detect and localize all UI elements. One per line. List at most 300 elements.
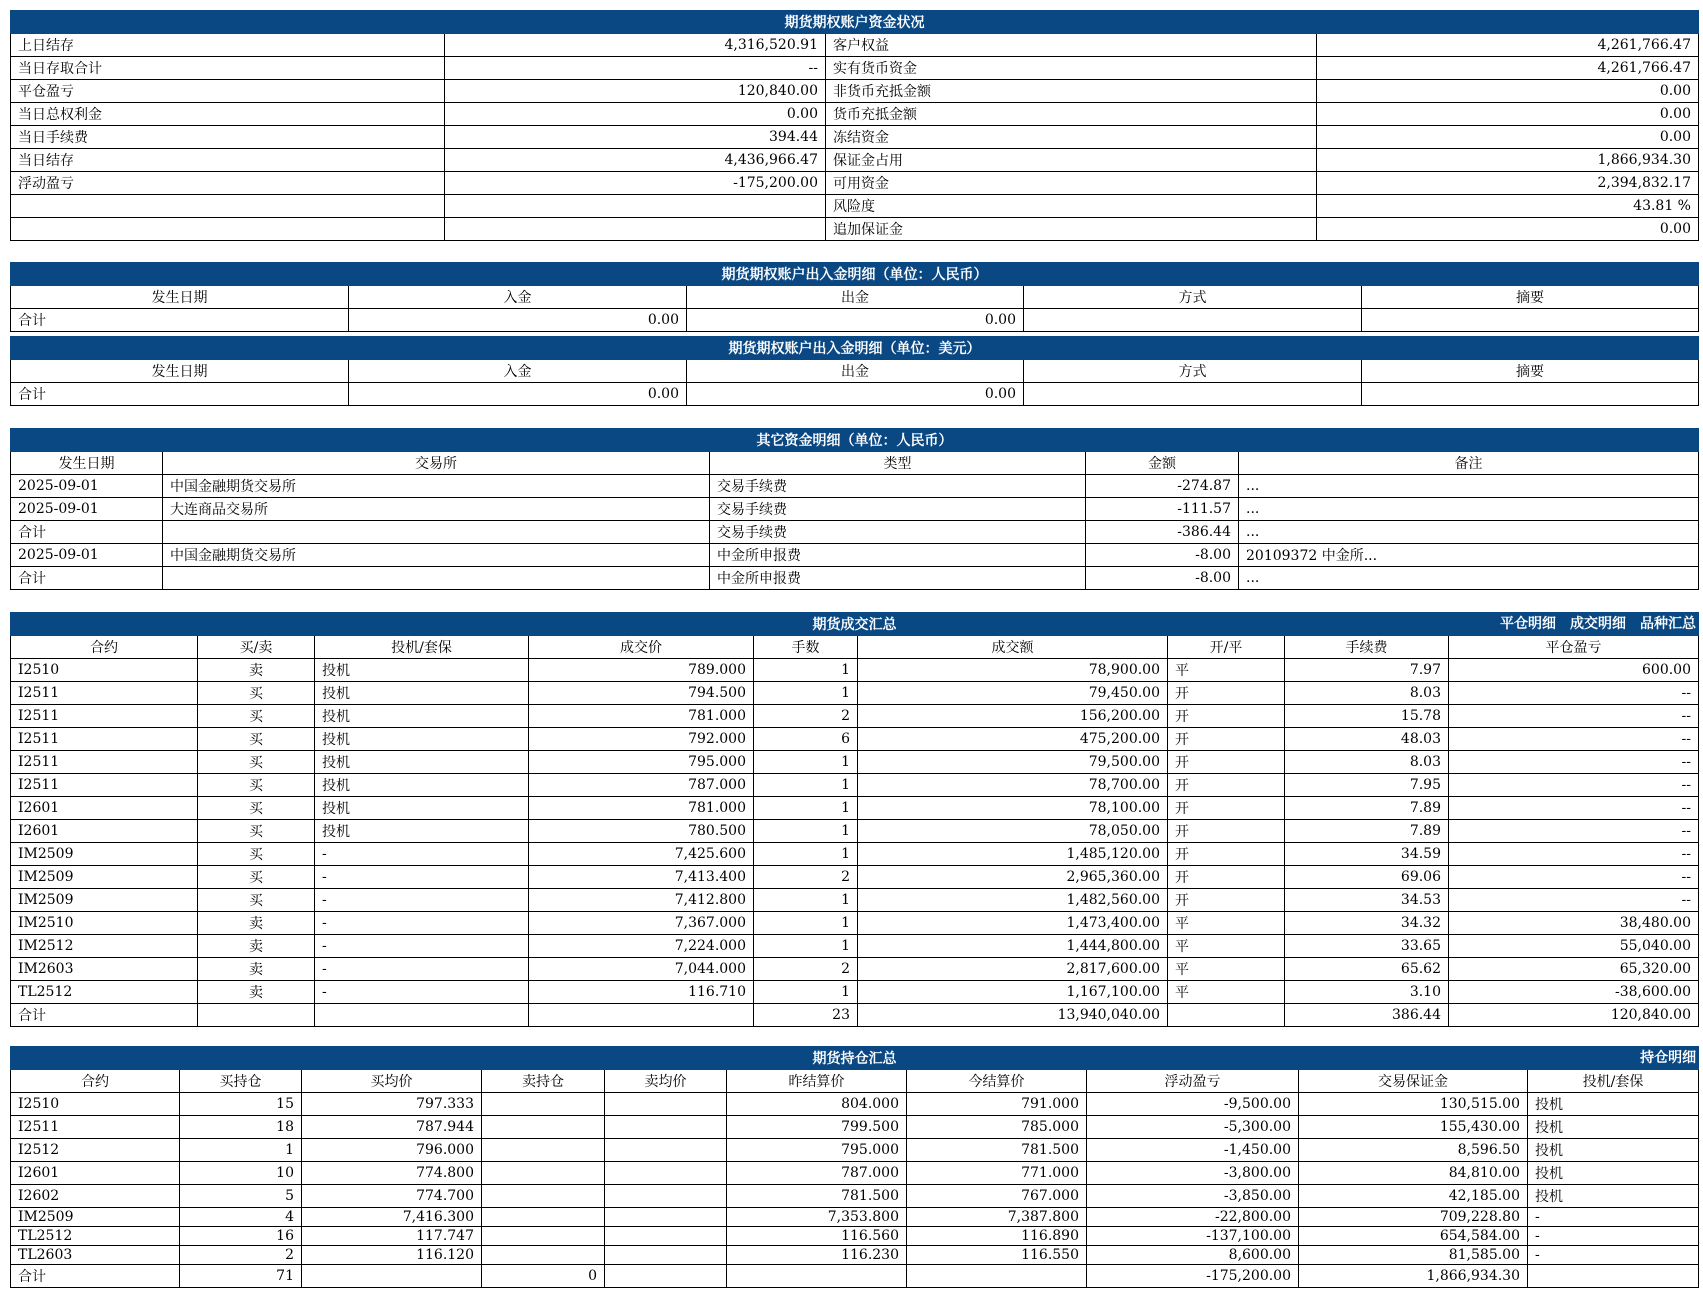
position-cell: [482, 1093, 605, 1116]
position-cell: I2510: [11, 1093, 180, 1116]
trade-cell: --: [1449, 728, 1699, 751]
trade-cell: 卖: [198, 912, 315, 935]
trade-cell: -: [315, 981, 529, 1004]
position-cell: [605, 1208, 727, 1227]
position-total-cell: [605, 1265, 727, 1288]
position-summary-title: 期货持仓汇总: [812, 1051, 897, 1067]
trade-cell: 794.500: [529, 682, 754, 705]
trade-cell: 开: [1168, 728, 1285, 751]
trade-cell: IM2509: [11, 843, 198, 866]
trade-cell: 6: [754, 728, 858, 751]
trade-row: [11, 912, 1699, 935]
trade-cell: 65,320.00: [1449, 958, 1699, 981]
position-cell: 81,585.00: [1299, 1246, 1528, 1265]
other-funds-cell: -8.00: [1086, 544, 1239, 567]
position-row: [11, 1116, 1699, 1139]
trade-cell: 792.000: [529, 728, 754, 751]
trade-cell: 1: [754, 843, 858, 866]
other-funds-cell: ...: [1239, 521, 1699, 544]
account-cell: [445, 218, 826, 241]
position-cell: 116.230: [727, 1246, 907, 1265]
trade-row: [11, 889, 1699, 912]
nav-link[interactable]: 成交明细: [1570, 616, 1626, 632]
trade-cell: -: [315, 843, 529, 866]
position-summary-section: [10, 1046, 1698, 1288]
other-funds-cell: 中国金融期货交易所: [163, 544, 710, 567]
cny-flow-title: 期货期权账户出入金明细（单位：人民币）: [11, 263, 1699, 286]
cny-flow-total-row: [11, 309, 1699, 332]
position-cell: [605, 1139, 727, 1162]
position-header-cell: 合约: [11, 1070, 180, 1093]
position-header-cell: 投机/套保: [1528, 1070, 1699, 1093]
other-funds-cell: 交易手续费: [710, 475, 1086, 498]
account-cell: 0.00: [445, 103, 826, 126]
trade-cell: 38,480.00: [1449, 912, 1699, 935]
trade-cell: 平: [1168, 659, 1285, 682]
trade-cell: 1: [754, 751, 858, 774]
position-cell: 799.500: [727, 1116, 907, 1139]
trade-row: [11, 981, 1699, 1004]
other-funds-cell: 大连商品交易所: [163, 498, 710, 521]
trade-cell: 7,412.800: [529, 889, 754, 912]
position-total-cell: 合计: [11, 1265, 180, 1288]
cny-flow-header-row: [11, 286, 1699, 309]
account-cell: 当日结存: [11, 149, 445, 172]
position-cell: [605, 1116, 727, 1139]
position-cell: TL2512: [11, 1227, 180, 1246]
trade-cell: 7.89: [1285, 820, 1449, 843]
account-cell: 货币充抵金额: [826, 103, 1317, 126]
trade-summary-links: [1486, 613, 1696, 633]
other-funds-header-row: [11, 452, 1699, 475]
trade-cell: 买: [198, 820, 315, 843]
usd-flow-header-row: [11, 360, 1699, 383]
trade-cell: 1: [754, 820, 858, 843]
trade-row: [11, 820, 1699, 843]
trade-cell: I2511: [11, 705, 198, 728]
trade-cell: 开: [1168, 889, 1285, 912]
trade-cell: 7,224.000: [529, 935, 754, 958]
trade-cell: 1,473,400.00: [858, 912, 1168, 935]
account-row: [11, 34, 1699, 57]
trade-row: [11, 751, 1699, 774]
trade-cell: 投机: [315, 728, 529, 751]
account-cell: [11, 195, 445, 218]
position-cell: -3,800.00: [1087, 1162, 1299, 1185]
position-summary-title-cell: [11, 1047, 1699, 1070]
trade-cell: 买: [198, 728, 315, 751]
usd-flow-total-cell: 0.00: [687, 383, 1024, 406]
position-total-cell: 0: [482, 1265, 605, 1288]
trade-total-row: [11, 1004, 1699, 1027]
trade-cell: 开: [1168, 843, 1285, 866]
trade-header-cell: 合约: [11, 636, 198, 659]
cny-flow-header-cell: 发生日期: [11, 286, 349, 309]
other-funds-cell: 2025-09-01: [11, 498, 163, 521]
other-funds-header-cell: 备注: [1239, 452, 1699, 475]
trade-cell: 7,425.600: [529, 843, 754, 866]
trade-cell: 781.000: [529, 797, 754, 820]
account-cell: 当日存取合计: [11, 57, 445, 80]
trade-cell: 78,900.00: [858, 659, 1168, 682]
account-cell: --: [445, 57, 826, 80]
usd-flow-header-cell: 出金: [687, 360, 1024, 383]
trade-summary-section: [10, 612, 1698, 1027]
trade-header-cell: 开/平: [1168, 636, 1285, 659]
trade-row: [11, 705, 1699, 728]
trade-cell: 1: [754, 981, 858, 1004]
other-funds-cell: 合计: [11, 521, 163, 544]
usd-flow-title: 期货期权账户出入金明细（单位：美元）: [11, 337, 1699, 360]
trade-cell: -: [315, 958, 529, 981]
position-cell: -22,800.00: [1087, 1208, 1299, 1227]
trade-cell: 投机: [315, 682, 529, 705]
account-cell: 实有货币资金: [826, 57, 1317, 80]
account-cell: 4,436,966.47: [445, 149, 826, 172]
account-cell: 0.00: [1317, 103, 1699, 126]
other-funds-cell: 合计: [11, 567, 163, 590]
trade-cell: --: [1449, 797, 1699, 820]
trade-cell: 1: [754, 659, 858, 682]
position-cell: 16: [180, 1227, 302, 1246]
account-row: [11, 57, 1699, 80]
trade-cell: 795.000: [529, 751, 754, 774]
trade-row: [11, 774, 1699, 797]
trade-cell: 1,482,560.00: [858, 889, 1168, 912]
position-cell: 7,353.800: [727, 1208, 907, 1227]
account-cell: 394.44: [445, 126, 826, 149]
other-funds-cell: 2025-09-01: [11, 475, 163, 498]
trade-cell: 79,500.00: [858, 751, 1168, 774]
position-total-cell: [1528, 1265, 1699, 1288]
trade-cell: I2510: [11, 659, 198, 682]
position-cell: 804.000: [727, 1093, 907, 1116]
other-funds-cell: 20109372 中金所...: [1239, 544, 1699, 567]
trade-cell: I2601: [11, 820, 198, 843]
other-funds-cell: -386.44: [1086, 521, 1239, 544]
position-total-cell: [302, 1265, 482, 1288]
trade-cell: 7.97: [1285, 659, 1449, 682]
trade-cell: --: [1449, 889, 1699, 912]
position-cell: I2602: [11, 1185, 180, 1208]
position-total-row: [11, 1265, 1699, 1288]
trade-cell: --: [1449, 866, 1699, 889]
trade-header-row: [11, 636, 1699, 659]
account-status-section: [10, 10, 1698, 241]
trade-cell: 780.500: [529, 820, 754, 843]
trade-cell: 7,413.400: [529, 866, 754, 889]
position-cell: 771.000: [907, 1162, 1087, 1185]
position-cell: [605, 1246, 727, 1265]
trade-header-cell: 平仓盈亏: [1449, 636, 1699, 659]
position-cell: -9,500.00: [1087, 1093, 1299, 1116]
position-cell: -: [1528, 1246, 1699, 1265]
other-funds-row: [11, 475, 1699, 498]
trade-header-cell: 成交额: [858, 636, 1168, 659]
position-cell: -: [1528, 1208, 1699, 1227]
trade-row: [11, 958, 1699, 981]
other-funds-title: 其它资金明细（单位：人民币）: [11, 429, 1699, 452]
position-cell: 2: [180, 1246, 302, 1265]
trade-cell: I2511: [11, 728, 198, 751]
usd-flow-total-cell: 0.00: [349, 383, 687, 406]
trade-header-cell: 买/卖: [198, 636, 315, 659]
position-cell: [482, 1116, 605, 1139]
position-header-cell: 今结算价: [907, 1070, 1087, 1093]
trade-cell: IM2509: [11, 866, 198, 889]
position-cell: 787.000: [727, 1162, 907, 1185]
trade-cell: 7.89: [1285, 797, 1449, 820]
trade-cell: 卖: [198, 958, 315, 981]
trade-cell: 8.03: [1285, 751, 1449, 774]
position-cell: 42,185.00: [1299, 1185, 1528, 1208]
account-cell: [11, 218, 445, 241]
position-cell: 10: [180, 1162, 302, 1185]
position-total-cell: [727, 1265, 907, 1288]
trade-cell: 789.000: [529, 659, 754, 682]
account-row: [11, 218, 1699, 241]
position-cell: 15: [180, 1093, 302, 1116]
trade-cell: 1,167,100.00: [858, 981, 1168, 1004]
position-header-cell: 买均价: [302, 1070, 482, 1093]
cny-flow-header-cell: 入金: [349, 286, 687, 309]
trade-cell: 投机: [315, 797, 529, 820]
trade-cell: 开: [1168, 774, 1285, 797]
trade-cell: 15.78: [1285, 705, 1449, 728]
account-row: [11, 103, 1699, 126]
trade-cell: 1: [754, 797, 858, 820]
trade-row: [11, 728, 1699, 751]
position-cell: 投机: [1528, 1185, 1699, 1208]
trade-cell: --: [1449, 705, 1699, 728]
position-cell: 7,387.800: [907, 1208, 1087, 1227]
position-cell: -5,300.00: [1087, 1116, 1299, 1139]
trade-summary-title: 期货成交汇总: [812, 617, 897, 633]
position-header-cell: 卖均价: [605, 1070, 727, 1093]
trade-header-cell: 成交价: [529, 636, 754, 659]
other-funds-cell: 2025-09-01: [11, 544, 163, 567]
other-funds-row: [11, 498, 1699, 521]
other-funds-cell: ...: [1239, 475, 1699, 498]
trade-cell: IM2603: [11, 958, 198, 981]
position-cell: 774.700: [302, 1185, 482, 1208]
position-cell: -137,100.00: [1087, 1227, 1299, 1246]
position-total-cell: [907, 1265, 1087, 1288]
trade-cell: -: [315, 912, 529, 935]
account-cell: 4,261,766.47: [1317, 34, 1699, 57]
position-cell: I2601: [11, 1162, 180, 1185]
trade-cell: --: [1449, 774, 1699, 797]
position-cell: 1: [180, 1139, 302, 1162]
account-cell: 当日总权利金: [11, 103, 445, 126]
trade-cell: 2,817,600.00: [858, 958, 1168, 981]
trade-total-cell: [198, 1004, 315, 1027]
trade-row: [11, 935, 1699, 958]
trade-cell: 78,050.00: [858, 820, 1168, 843]
trade-cell: 买: [198, 797, 315, 820]
position-cell: 5: [180, 1185, 302, 1208]
account-cell: 可用资金: [826, 172, 1317, 195]
trade-cell: --: [1449, 820, 1699, 843]
account-cell: -175,200.00: [445, 172, 826, 195]
other-funds-cell: 交易手续费: [710, 498, 1086, 521]
position-cell: [482, 1246, 605, 1265]
position-row: [11, 1227, 1699, 1246]
trade-total-cell: 23: [754, 1004, 858, 1027]
trade-cell: 卖: [198, 935, 315, 958]
trade-cell: 2: [754, 866, 858, 889]
trade-cell: 475,200.00: [858, 728, 1168, 751]
account-cell: 平仓盈亏: [11, 80, 445, 103]
cny-flow-total-cell: 0.00: [687, 309, 1024, 332]
trade-cell: 2: [754, 958, 858, 981]
position-cell: 116.560: [727, 1227, 907, 1246]
trade-cell: 34.59: [1285, 843, 1449, 866]
account-cell: 43.81 %: [1317, 195, 1699, 218]
usd-flow-header-cell: 入金: [349, 360, 687, 383]
trade-cell: 开: [1168, 797, 1285, 820]
trade-cell: --: [1449, 843, 1699, 866]
usd-flow-total-cell: [1362, 383, 1699, 406]
position-cell: 709,228.80: [1299, 1208, 1528, 1227]
trade-cell: 投机: [315, 774, 529, 797]
account-cell: 120,840.00: [445, 80, 826, 103]
account-cell: 4,316,520.91: [445, 34, 826, 57]
trade-cell: 卖: [198, 981, 315, 1004]
position-cell: 155,430.00: [1299, 1116, 1528, 1139]
trade-summary-title-cell: [11, 613, 1699, 636]
trade-total-cell: 合计: [11, 1004, 198, 1027]
position-cell: TL2603: [11, 1246, 180, 1265]
trade-cell: 1,485,120.00: [858, 843, 1168, 866]
account-cell: 风险度: [826, 195, 1317, 218]
usd-flow-total-cell: [1024, 383, 1362, 406]
position-cell: 774.800: [302, 1162, 482, 1185]
other-funds-cell: 中金所申报费: [710, 567, 1086, 590]
position-row: [11, 1139, 1699, 1162]
cny-flow-total-cell: [1024, 309, 1362, 332]
other-funds-cell: -8.00: [1086, 567, 1239, 590]
account-cell: 非货币充抵金额: [826, 80, 1317, 103]
position-cell: 8,596.50: [1299, 1139, 1528, 1162]
account-cell: 0.00: [1317, 80, 1699, 103]
other-funds-cell: ...: [1239, 567, 1699, 590]
trade-cell: -: [315, 889, 529, 912]
position-cell: 18: [180, 1116, 302, 1139]
account-cell: [445, 195, 826, 218]
position-row: [11, 1162, 1699, 1185]
trade-total-cell: [529, 1004, 754, 1027]
trade-row: [11, 682, 1699, 705]
trade-cell: I2511: [11, 774, 198, 797]
position-cell: 791.000: [907, 1093, 1087, 1116]
trade-cell: -: [315, 935, 529, 958]
usd-flow-header-cell: 方式: [1024, 360, 1362, 383]
position-header-row: [11, 1070, 1699, 1093]
position-cell: IM2509: [11, 1208, 180, 1227]
position-header-cell: 昨结算价: [727, 1070, 907, 1093]
trade-row: [11, 659, 1699, 682]
nav-link[interactable]: 平仓明细: [1500, 616, 1556, 632]
other-funds-cell: -111.57: [1086, 498, 1239, 521]
trade-cell: 买: [198, 682, 315, 705]
position-cell: [605, 1227, 727, 1246]
account-cell: 4,261,766.47: [1317, 57, 1699, 80]
position-cell: 130,515.00: [1299, 1093, 1528, 1116]
trade-total-cell: [315, 1004, 529, 1027]
account-cell: 0.00: [1317, 218, 1699, 241]
position-cell: 8,600.00: [1087, 1246, 1299, 1265]
account-row: [11, 126, 1699, 149]
other-funds-cell: 交易手续费: [710, 521, 1086, 544]
trade-cell: IM2512: [11, 935, 198, 958]
position-cell: [482, 1162, 605, 1185]
trade-cell: 2: [754, 705, 858, 728]
cny-flow-total-cell: 合计: [11, 309, 349, 332]
position-cell: 767.000: [907, 1185, 1087, 1208]
trade-header-cell: 投机/套保: [315, 636, 529, 659]
other-funds-header-cell: 发生日期: [11, 452, 163, 475]
trade-cell: 79,450.00: [858, 682, 1168, 705]
position-cell: -3,850.00: [1087, 1185, 1299, 1208]
position-cell: 796.000: [302, 1139, 482, 1162]
trade-cell: 65.62: [1285, 958, 1449, 981]
other-funds-row: [11, 567, 1699, 590]
trade-cell: 平: [1168, 981, 1285, 1004]
trade-header-cell: 手续费: [1285, 636, 1449, 659]
trade-cell: 78,700.00: [858, 774, 1168, 797]
nav-link[interactable]: 持仓明细: [1640, 1050, 1697, 1066]
position-cell: [482, 1185, 605, 1208]
position-cell: 787.944: [302, 1116, 482, 1139]
usd-flow-section: [10, 336, 1698, 406]
trade-cell: IM2510: [11, 912, 198, 935]
trade-cell: 买: [198, 889, 315, 912]
position-header-cell: 交易保证金: [1299, 1070, 1528, 1093]
trade-cell: 买: [198, 751, 315, 774]
other-funds-header-cell: 交易所: [163, 452, 710, 475]
other-funds-row: [11, 521, 1699, 544]
trade-cell: 7,044.000: [529, 958, 754, 981]
trade-cell: 34.32: [1285, 912, 1449, 935]
account-cell: 0.00: [1317, 126, 1699, 149]
trade-cell: 33.65: [1285, 935, 1449, 958]
trade-cell: 买: [198, 866, 315, 889]
account-cell: 保证金占用: [826, 149, 1317, 172]
position-cell: 116.550: [907, 1246, 1087, 1265]
usd-flow-header-cell: 发生日期: [11, 360, 349, 383]
trade-cell: IM2509: [11, 889, 198, 912]
account-cell: 2,394,832.17: [1317, 172, 1699, 195]
account-cell: 冻结资金: [826, 126, 1317, 149]
trade-cell: 2,965,360.00: [858, 866, 1168, 889]
position-row: [11, 1093, 1699, 1116]
position-cell: 投机: [1528, 1162, 1699, 1185]
position-cell: 116.890: [907, 1227, 1087, 1246]
trade-cell: --: [1449, 682, 1699, 705]
trade-cell: 78,100.00: [858, 797, 1168, 820]
account-status-title: 期货期权账户资金状况: [11, 11, 1699, 34]
account-row: [11, 195, 1699, 218]
account-cell: 客户权益: [826, 34, 1317, 57]
position-cell: 116.120: [302, 1246, 482, 1265]
other-funds-cell: 中国金融期货交易所: [163, 475, 710, 498]
account-cell: 浮动盈亏: [11, 172, 445, 195]
position-cell: 84,810.00: [1299, 1162, 1528, 1185]
trade-cell: 69.06: [1285, 866, 1449, 889]
nav-link[interactable]: 品种汇总: [1640, 616, 1696, 632]
position-summary-links: [1626, 1047, 1696, 1067]
